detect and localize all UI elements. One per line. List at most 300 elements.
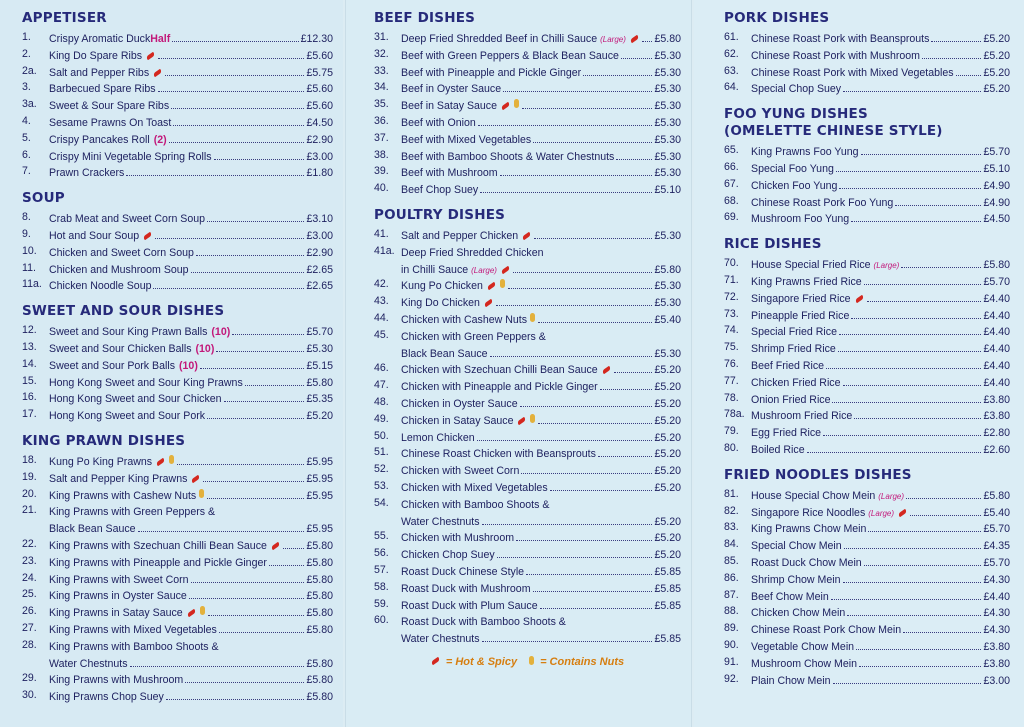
- item-number: 75.: [724, 341, 739, 354]
- menu-item: [22, 31, 333, 48]
- item-number: 67.: [724, 177, 739, 190]
- item-number: 18.: [22, 453, 37, 466]
- leader-dots: [191, 582, 305, 583]
- menu-item: [374, 430, 681, 447]
- leader-dots: [854, 418, 981, 419]
- item-number: 20.: [22, 487, 37, 500]
- item-number: 78.: [724, 391, 739, 404]
- item-number: 59.: [374, 597, 389, 610]
- item-name: Chicken with Cashew Nuts: [401, 313, 527, 326]
- large-portion-label: (Large): [868, 508, 895, 518]
- menu-section: [22, 10, 333, 182]
- leader-dots: [600, 389, 653, 390]
- item-line: [751, 341, 1010, 358]
- item-price: £5.60: [306, 49, 333, 62]
- item-line: [751, 144, 1010, 161]
- item-number: 49.: [374, 412, 389, 425]
- item-name: Chinese Roast Pork with Beansprouts: [751, 33, 930, 45]
- item-number: 43.: [374, 295, 389, 308]
- leader-dots: [224, 401, 305, 402]
- item-name: Kung Po King Prawns: [49, 455, 153, 468]
- leader-dots: [826, 368, 981, 369]
- item-price: £5.20: [654, 364, 681, 377]
- item-number: 55.: [374, 530, 389, 543]
- item-number: 85.: [724, 554, 739, 567]
- item-price: £5.30: [654, 100, 681, 113]
- item-line: [49, 375, 333, 392]
- item-body: [49, 408, 333, 425]
- item-number: 25.: [22, 588, 37, 601]
- item-line: [751, 178, 1010, 195]
- item-line: [49, 165, 333, 182]
- item-price: £5.40: [654, 313, 681, 326]
- item-line: [751, 555, 1010, 572]
- item-body: [49, 391, 333, 408]
- item-price: £4.40: [983, 309, 1010, 322]
- leader-dots: [839, 188, 981, 189]
- item-name: King Prawns Foo Yung: [751, 146, 859, 159]
- item-body: [401, 81, 681, 98]
- item-number: 16.: [22, 391, 37, 404]
- item-body: [401, 598, 681, 615]
- item-number: 28.: [22, 638, 37, 651]
- item-line: [49, 689, 333, 706]
- item-price: £5.30: [654, 150, 681, 163]
- item-name: Deep Fried Shredded Beef in Chilli Sauce: [401, 33, 598, 45]
- menu-item: [22, 48, 333, 65]
- item-line: [401, 295, 681, 312]
- menu-item: [724, 488, 1010, 505]
- menu-item: [374, 48, 681, 65]
- item-number: 9.: [22, 227, 31, 240]
- item-name: House Special Chow Mein: [751, 489, 876, 502]
- item-price: £5.20: [654, 431, 681, 444]
- item-body: [49, 115, 333, 132]
- item-line: [751, 442, 1010, 459]
- leader-dots: [177, 464, 304, 465]
- item-price: £5.70: [983, 146, 1010, 159]
- item-price: £5.35: [306, 393, 333, 406]
- menu-item: [724, 211, 1010, 228]
- leader-dots: [843, 91, 981, 92]
- piece-count: (10): [179, 359, 198, 372]
- item-body: [751, 408, 1010, 425]
- item-name: King Prawns with Mushroom: [49, 674, 184, 687]
- item-line: [49, 262, 333, 279]
- item-line: [49, 324, 333, 341]
- menu-item: [22, 471, 333, 488]
- item-line: [49, 454, 333, 471]
- item-body: [751, 521, 1010, 538]
- chili-icon: [522, 232, 532, 240]
- large-portion-label: (Large): [873, 261, 900, 271]
- item-body: [49, 588, 333, 605]
- item-line: [401, 547, 681, 564]
- item-name: King Prawns with Bamboo Shoots &: [49, 640, 219, 653]
- item-body: [401, 115, 681, 132]
- item-number: 34.: [374, 81, 389, 94]
- menu-item: [724, 656, 1010, 673]
- menu-item: [724, 375, 1010, 392]
- chili-icon: [156, 458, 166, 466]
- item-price: £4.40: [983, 376, 1010, 389]
- item-line: [751, 538, 1010, 555]
- item-name: House Special Fried Rice: [751, 259, 871, 272]
- leader-dots: [838, 351, 982, 352]
- item-number: 91.: [724, 655, 739, 668]
- menu-item: [22, 588, 333, 605]
- item-body: [401, 329, 681, 363]
- item-line: [751, 392, 1010, 409]
- item-line: [401, 48, 681, 65]
- leader-dots: [245, 385, 305, 386]
- item-name: Salt and Pepper Ribs: [49, 66, 150, 79]
- item-body: [49, 471, 333, 488]
- item-name: Black Bean Sauce: [49, 523, 136, 536]
- menu-item: [374, 564, 681, 581]
- chili-icon: [501, 265, 511, 273]
- item-line: [751, 622, 1010, 639]
- item-number: 80.: [724, 441, 739, 454]
- menu-column-2: [345, 0, 692, 727]
- item-body: [49, 572, 333, 589]
- menu-item: [374, 98, 681, 115]
- item-line: [751, 257, 1010, 274]
- item-line: [751, 673, 1010, 690]
- item-name: King Prawns with Green Peppers &: [49, 506, 216, 519]
- item-price: £5.20: [654, 448, 681, 461]
- item-number: 41.: [374, 227, 389, 240]
- item-name: Beef with Green Peppers & Black Bean Sauce: [401, 49, 619, 62]
- item-price: £5.80: [306, 573, 333, 586]
- item-body: [401, 245, 681, 279]
- section-title: FOO YUNG DISHES (OMELETTE CHINESE STYLE): [724, 106, 943, 140]
- large-portion-label: (Large): [878, 491, 905, 501]
- item-line: [401, 31, 681, 48]
- item-name-line-1: [401, 329, 681, 346]
- item-price: £5.30: [654, 297, 681, 310]
- item-price: £4.90: [983, 196, 1010, 209]
- item-price: £4.30: [983, 624, 1010, 637]
- item-name: Chicken with Mushroom: [401, 532, 515, 545]
- item-body: [401, 149, 681, 166]
- chili-icon: [517, 417, 527, 425]
- item-price: £5.70: [983, 556, 1010, 569]
- item-number: 10.: [22, 244, 37, 257]
- item-price: £4.30: [983, 573, 1010, 586]
- menu-item: [22, 375, 333, 392]
- item-body: [401, 295, 681, 312]
- section-title: RICE DISHES: [724, 236, 822, 253]
- item-price: £5.30: [654, 133, 681, 146]
- menu-item: [22, 324, 333, 341]
- legend-nuts-text: = Contains Nuts: [540, 655, 625, 668]
- leader-dots: [172, 41, 298, 42]
- item-price: £5.85: [654, 633, 681, 646]
- item-price: £2.90: [306, 246, 333, 259]
- leader-dots: [232, 334, 304, 335]
- item-price: £5.80: [306, 556, 333, 569]
- item-body: [49, 165, 333, 182]
- item-name: Sweet and Sour King Prawn Balls: [49, 326, 208, 339]
- item-line: [401, 530, 681, 547]
- item-body: [751, 178, 1010, 195]
- item-number: 15.: [22, 374, 37, 387]
- item-price: £4.40: [983, 359, 1010, 372]
- item-number: 74.: [724, 324, 739, 337]
- item-name: Hot and Sour Soup: [49, 229, 140, 242]
- menu-item: [22, 278, 333, 295]
- item-body: [751, 48, 1010, 65]
- menu-item: [374, 295, 681, 312]
- item-price: £4.30: [983, 607, 1010, 620]
- item-name: Chinese Roast Pork Chow Mein: [751, 624, 902, 637]
- leader-dots: [513, 272, 653, 273]
- item-name: Sweet and Sour Pork Balls: [49, 359, 176, 372]
- item-line: [751, 48, 1010, 65]
- item-body: [49, 639, 333, 673]
- item-body: [751, 639, 1010, 656]
- piece-count: (10): [211, 326, 231, 339]
- item-number: 19.: [22, 470, 37, 483]
- item-number: 54.: [374, 496, 389, 509]
- item-line: [751, 81, 1010, 98]
- menu-item: [374, 396, 681, 413]
- item-price: £5.85: [654, 582, 681, 595]
- leader-dots: [864, 284, 982, 285]
- item-body: [49, 538, 333, 555]
- leader-dots: [490, 356, 653, 357]
- leader-dots: [169, 142, 305, 143]
- item-line: [751, 488, 1010, 505]
- leader-dots: [833, 683, 982, 684]
- item-line: [49, 588, 333, 605]
- item-body: [401, 463, 681, 480]
- menu-item: [22, 555, 333, 572]
- item-price: £5.20: [654, 381, 681, 394]
- item-number: 37.: [374, 131, 389, 144]
- item-body: [49, 31, 333, 48]
- item-price: £5.10: [983, 162, 1010, 175]
- item-line: [401, 396, 681, 413]
- item-name: Special Chow Mein: [751, 540, 842, 553]
- item-line: [401, 228, 681, 245]
- nut-icon: [500, 279, 505, 288]
- item-name: Shrimp Fried Rice: [751, 343, 836, 356]
- item-price: £4.50: [306, 116, 333, 129]
- menu-item: [374, 362, 681, 379]
- menu-item: [22, 98, 333, 115]
- item-body: [49, 48, 333, 65]
- leader-dots: [477, 440, 653, 441]
- item-name: Special Fried Rice: [751, 326, 837, 339]
- item-price: £5.75: [306, 66, 333, 79]
- item-price: £5.20: [983, 66, 1010, 79]
- menu-item: [22, 341, 333, 358]
- item-name: Black Bean Sauce: [401, 347, 488, 360]
- menu-item: [724, 622, 1010, 639]
- menu-section: [724, 106, 1010, 228]
- item-price: £5.40: [983, 506, 1010, 519]
- menu-item: [724, 341, 1010, 358]
- item-price: £5.30: [654, 66, 681, 79]
- leader-dots: [207, 498, 304, 499]
- menu-item: [374, 413, 681, 430]
- item-body: [751, 572, 1010, 589]
- item-line: [751, 639, 1010, 656]
- item-number: 45.: [374, 328, 389, 341]
- item-name: Chinese Roast Pork with Mushroom: [751, 49, 920, 62]
- leader-dots: [956, 75, 982, 76]
- nut-icon: [530, 414, 535, 423]
- leader-dots: [839, 334, 982, 335]
- menu-item: [374, 149, 681, 166]
- leader-dots: [538, 322, 652, 323]
- menu-item: [374, 81, 681, 98]
- item-body: [49, 689, 333, 706]
- leader-dots: [497, 557, 653, 558]
- item-name: Special Chop Suey: [751, 83, 842, 96]
- item-line: [751, 211, 1010, 228]
- item-line: [49, 211, 333, 228]
- item-line: [401, 165, 681, 182]
- item-price: £5.85: [654, 599, 681, 612]
- menu-item: [374, 115, 681, 132]
- item-name: King Prawns with Cashew Nuts: [49, 489, 197, 502]
- leader-dots: [219, 632, 305, 633]
- item-body: [751, 65, 1010, 82]
- menu-item: [374, 480, 681, 497]
- leader-dots: [173, 125, 304, 126]
- menu-item: [22, 672, 333, 689]
- item-name: Salt and Pepper King Prawns: [49, 472, 188, 485]
- item-body: [401, 65, 681, 82]
- item-line: [401, 312, 681, 329]
- menu-item: [22, 689, 333, 706]
- item-price: £5.80: [654, 263, 681, 276]
- item-price: £5.30: [654, 167, 681, 180]
- leader-dots: [616, 159, 652, 160]
- leader-dots: [550, 490, 653, 491]
- leader-dots: [482, 524, 653, 525]
- section-title: APPETISER: [22, 10, 107, 26]
- item-name: Mushroom Fried Rice: [751, 410, 853, 423]
- item-number: 11.: [22, 261, 36, 274]
- leader-dots: [540, 608, 653, 609]
- item-number: 52.: [374, 463, 389, 476]
- leader-dots: [191, 272, 305, 273]
- leader-dots: [931, 41, 981, 42]
- item-name: Chicken Chow Mein: [751, 607, 846, 620]
- item-line: [49, 31, 333, 48]
- half-portion-label: Half: [150, 33, 171, 45]
- item-line: [49, 521, 333, 538]
- item-line: [49, 358, 333, 375]
- item-number: 36.: [374, 114, 389, 127]
- item-name: Lemon Chicken: [401, 431, 475, 444]
- leader-dots: [867, 301, 982, 302]
- item-body: [751, 505, 1010, 522]
- item-number: 84.: [724, 538, 739, 551]
- item-number: 4.: [22, 114, 31, 127]
- leader-dots: [868, 531, 981, 532]
- item-price: £5.80: [306, 376, 333, 389]
- leader-dots: [522, 108, 652, 109]
- item-name: in Chilli Sauce: [401, 263, 469, 276]
- item-name: Roast Duck with Plum Sauce: [401, 599, 538, 612]
- menu-item: [724, 673, 1010, 690]
- item-number: 14.: [22, 357, 37, 370]
- menu-item: [724, 161, 1010, 178]
- item-body: [49, 211, 333, 228]
- item-name-line-1: [49, 639, 333, 656]
- item-body: [49, 341, 333, 358]
- item-body: [751, 673, 1010, 690]
- leader-dots: [807, 452, 982, 453]
- item-name: Hong Kong Sweet and Sour King Prawns: [49, 376, 243, 389]
- menu-item: [724, 425, 1010, 442]
- item-name: Salt and Pepper Chicken: [401, 229, 519, 242]
- item-body: [49, 672, 333, 689]
- item-line: [401, 278, 681, 295]
- item-line: [751, 31, 1010, 48]
- piece-count: (10): [195, 342, 215, 355]
- item-name: Chinese Roast Pork Foo Yung: [751, 196, 894, 209]
- leader-dots: [901, 267, 981, 268]
- leader-dots: [521, 473, 652, 474]
- item-body: [751, 358, 1010, 375]
- item-price: £5.60: [306, 83, 333, 96]
- item-body: [751, 656, 1010, 673]
- item-body: [751, 144, 1010, 161]
- item-body: [751, 31, 1010, 48]
- item-number: 39.: [374, 165, 389, 178]
- leader-dots: [166, 699, 305, 700]
- item-name-line-1: [49, 504, 333, 521]
- leader-dots: [155, 238, 304, 239]
- leader-dots: [844, 548, 982, 549]
- item-number: 17.: [22, 408, 37, 421]
- item-line: [751, 358, 1010, 375]
- item-number: 90.: [724, 638, 739, 651]
- leader-dots: [832, 402, 981, 403]
- item-number: 83.: [724, 521, 739, 534]
- leader-dots: [903, 632, 981, 633]
- menu-item: [22, 605, 333, 622]
- menu-item: [724, 31, 1010, 48]
- leader-dots: [496, 305, 653, 306]
- item-body: [49, 555, 333, 572]
- item-name: Shrimp Chow Mein: [751, 573, 841, 586]
- item-line: [49, 488, 333, 505]
- chili-icon: [501, 102, 511, 110]
- leader-dots: [508, 288, 653, 289]
- leader-dots: [843, 385, 982, 386]
- leader-dots: [614, 372, 653, 373]
- item-price: £5.80: [306, 691, 333, 704]
- item-price: £3.80: [983, 410, 1010, 423]
- item-number: 48.: [374, 395, 389, 408]
- item-line: [401, 430, 681, 447]
- menu-item: [22, 115, 333, 132]
- item-price: £5.30: [654, 83, 681, 96]
- item-body: [49, 488, 333, 505]
- chili-icon: [630, 35, 640, 43]
- menu-section: [22, 303, 333, 425]
- item-body: [401, 396, 681, 413]
- nut-icon: [529, 656, 534, 665]
- item-number: 33.: [374, 64, 389, 77]
